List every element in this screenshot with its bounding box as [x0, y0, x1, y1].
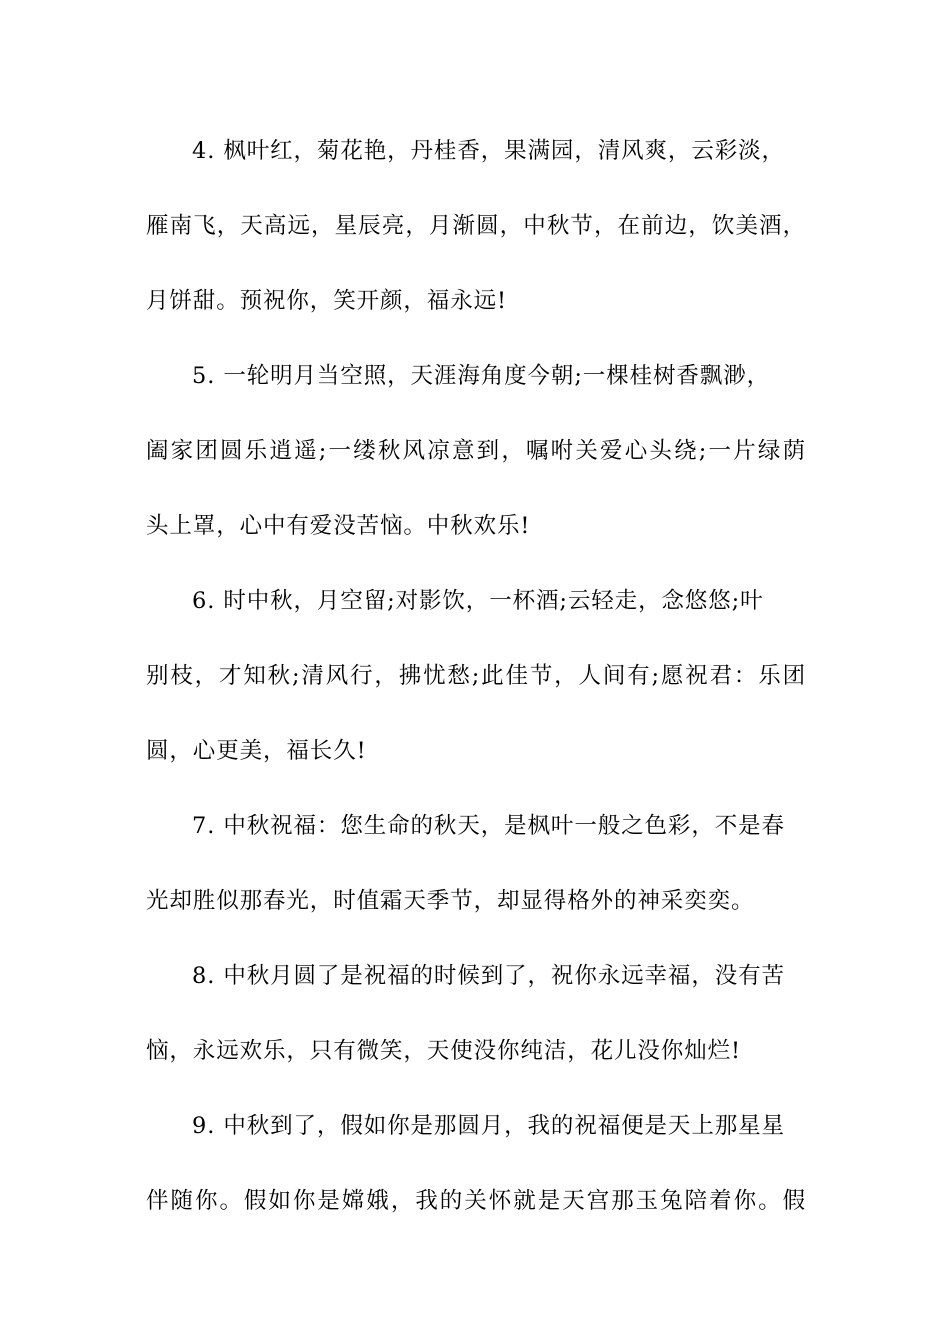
- paragraph-6-line-1: 6. 时中秋，月空留;对影饮，一杯酒;云轻走，念悠悠;叶: [192, 588, 764, 614]
- paragraph-5-line-1: 5. 一轮明月当空照，天涯海角度今朝;一棵桂树香飘渺，: [192, 363, 771, 389]
- paragraph-6-line-2: 别枝，才知秋;清风行，拂忧愁;此佳节，人间有;愿祝君：乐团: [146, 663, 806, 689]
- paragraph-4-line-2: 雁南飞，天高远，星辰亮，月渐圆，中秋节，在前边，饮美酒，: [146, 213, 806, 239]
- paragraph-9-line-2: 伴随你。假如你是嫦娥，我的关怀就是天宫那玉兔陪着你。假: [146, 1188, 806, 1214]
- paragraph-7-line-2: 光却胜似那春光，时值霜天季节，却显得格外的神采奕奕。: [146, 888, 755, 914]
- paragraph-4-line-3: 月饼甜。预祝你，笑开颜，福永远!: [146, 288, 507, 314]
- paragraph-8-line-1: 8. 中秋月圆了是祝福的时候到了，祝你永远幸福，没有苦: [192, 963, 785, 989]
- paragraph-6-line-3: 圆，心更美，福长久!: [146, 738, 367, 764]
- paragraph-9-line-1: 9. 中秋到了，假如你是那圆月，我的祝福便是天上那星星: [192, 1113, 785, 1139]
- paragraph-5-line-3: 头上罩，心中有爱没苦恼。中秋欢乐!: [146, 513, 531, 539]
- paragraph-4-line-1: 4. 枫叶红，菊花艳，丹桂香，果满园，清风爽，云彩淡，: [192, 138, 785, 164]
- paragraph-7-line-1: 7. 中秋祝福：您生命的秋天，是枫叶一般之色彩，不是春: [192, 813, 785, 839]
- paragraph-8-line-2: 恼，永远欢乐，只有微笑，天使没你纯洁，花儿没你灿烂!: [146, 1038, 741, 1064]
- paragraph-5-line-2: 阖家团圆乐逍遥;一缕秋风凉意到，嘱咐关爱心头绕;一片绿荫: [146, 438, 806, 464]
